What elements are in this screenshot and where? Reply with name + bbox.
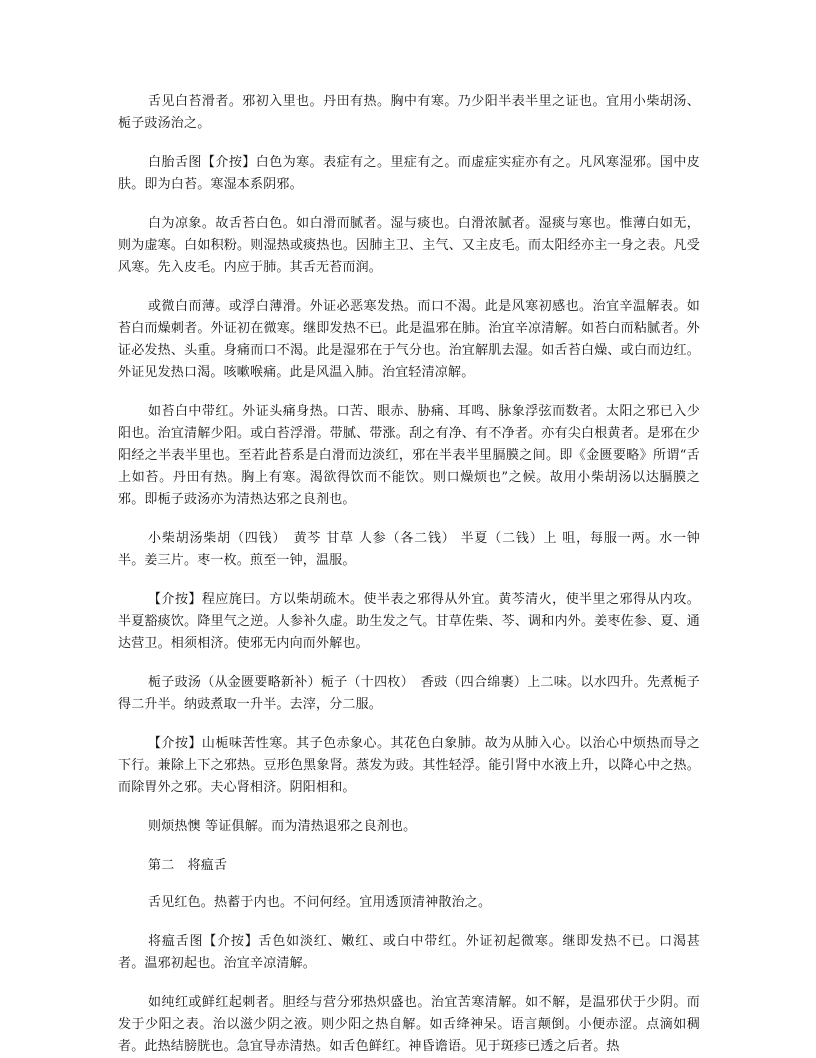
paragraph-5: 如苔白中带红。外证头痛身热。口苦、眼赤、胁痛、耳鸣、脉象浮弦而数者。太阳之邪已入少阳也。治宜清解少阳。或白苔浮滑。带腻、带涨。刮之有净、有不净者。亦有尖白根黄者。是邪在少阳经之半表半里也。至若此苔系是白滑而边淡红，邪在半表半里膈膜之间。即《金匮要略》所谓“舌上如苔。丹田有热。胸上有寒。渴欲得饮而不能饮。则口燥烦也”之候。故用小柴胡汤以达膈膜之邪。即栀子豉汤亦为清热达邪之良剂也。 [118, 404, 700, 507]
paragraph-4: 或微白而薄。或浮白薄滑。外证必恶寒发热。而口不渴。此是风寒初感也。治宜辛温解表。如苔白而燥刺者。外证初在微寒。继即发热不已。此是温邪在肺。治宜辛凉清解。如苔白而粘腻者。外证必发热、头重。身痛而口不渴。此是湿邪在于气分也。治宜解肌去湿。如舌苔白燥、或白而边红。外证见发热口渴。咳嗽喉痛。此是风温入肺。治宜轻清凉解。 [118, 299, 700, 380]
paragraph-1: 舌见白苔滑者。邪初入里也。丹田有热。胸中有寒。乃少阳半表半里之证也。宜用小柴胡汤、栀子豉汤治之。 [118, 94, 700, 131]
paragraph-3: 白为凉象。故舌苔白色。如白滑而腻者。湿与痰也。白滑浓腻者。湿痰与寒也。惟薄白如无，则为虚寒。白如积粉。则湿热或痰热也。因肺主卫、主气、又主皮毛。而太阳经亦主一身之表。凡受风寒。先入皮毛。内应于肺。其舌无苔而润。 [118, 216, 700, 275]
document-page [118, 91, 700, 1058]
paragraph-10: 则烦热懊 等证俱解。而为清热退邪之良剂也。 [148, 819, 417, 834]
paragraph-14: 如纯红或鲜红起刺者。胆经与营分邪热炽盛也。治宜苦寒清解。如不解，是温邪伏于少阴。而发于少阳之表。治以滋少阴之液。则少阳之热自解。如舌绛神呆。语言颠倒。小便赤涩。点滴如稠者。此热结膀胱也。急宜导赤清热。如舌色鲜红。神昏谵语。见于斑疹已透之后者。热 [118, 995, 700, 1054]
paragraph-13: 将瘟舌图【介按】舌色如淡红、嫩红、或白中带红。外证初起微寒。继即发热不已。口渴甚者。温邪初起也。治宜辛凉清解。 [118, 934, 700, 971]
paragraph-9: 【介按】山栀味苦性寒。其子色赤象心。其花色白象肺。故为从肺入心。以治心中烦热而导之下行。兼除上下之邪热。豆形色黑象肾。蒸发为豉。其性轻浮。能引肾中水液上升，以降心中之热。而除胃外之邪。夫心肾相济。阴阳相和。 [118, 736, 700, 795]
paragraph-6: 小柴胡汤柴胡（四钱） 黄芩 甘草 人参（各二钱） 半夏（二钱）上 咀，每服一两。水一钟半。姜三片。枣一枚。煎至一钟，温服。 [118, 531, 700, 568]
paragraph-7: 【介按】程应旄曰。方以柴胡疏木。使半表之邪得从外宜。黄芩清火，使半里之邪得从内攻。半夏豁痰饮。降里气之逆。人参补久虚。助生发之气。甘草佐柴、芩、调和内外。姜枣佐参、夏、通达营卫。相须相济。使邪无内向而外解也。 [118, 592, 700, 651]
paragraph-8: 栀子豉汤（从金匮要略新补）栀子（十四枚） 香豉（四合绵裹）上二味。以水四升。先煮栀子得二升半。纳豉煮取一升半。去滓，分二服。 [118, 675, 700, 712]
section-heading: 第二 将瘟舌 [148, 858, 228, 873]
paragraph-12: 舌见红色。热蓄于内也。不问何经。宜用透顶清神散治之。 [148, 895, 492, 910]
paragraph-2: 白胎舌图【介按】白色为寒。表症有之。里症有之。而虚症实症亦有之。凡风寒湿邪。国中皮肤。即为白苔。寒湿本系阴邪。 [118, 155, 700, 192]
